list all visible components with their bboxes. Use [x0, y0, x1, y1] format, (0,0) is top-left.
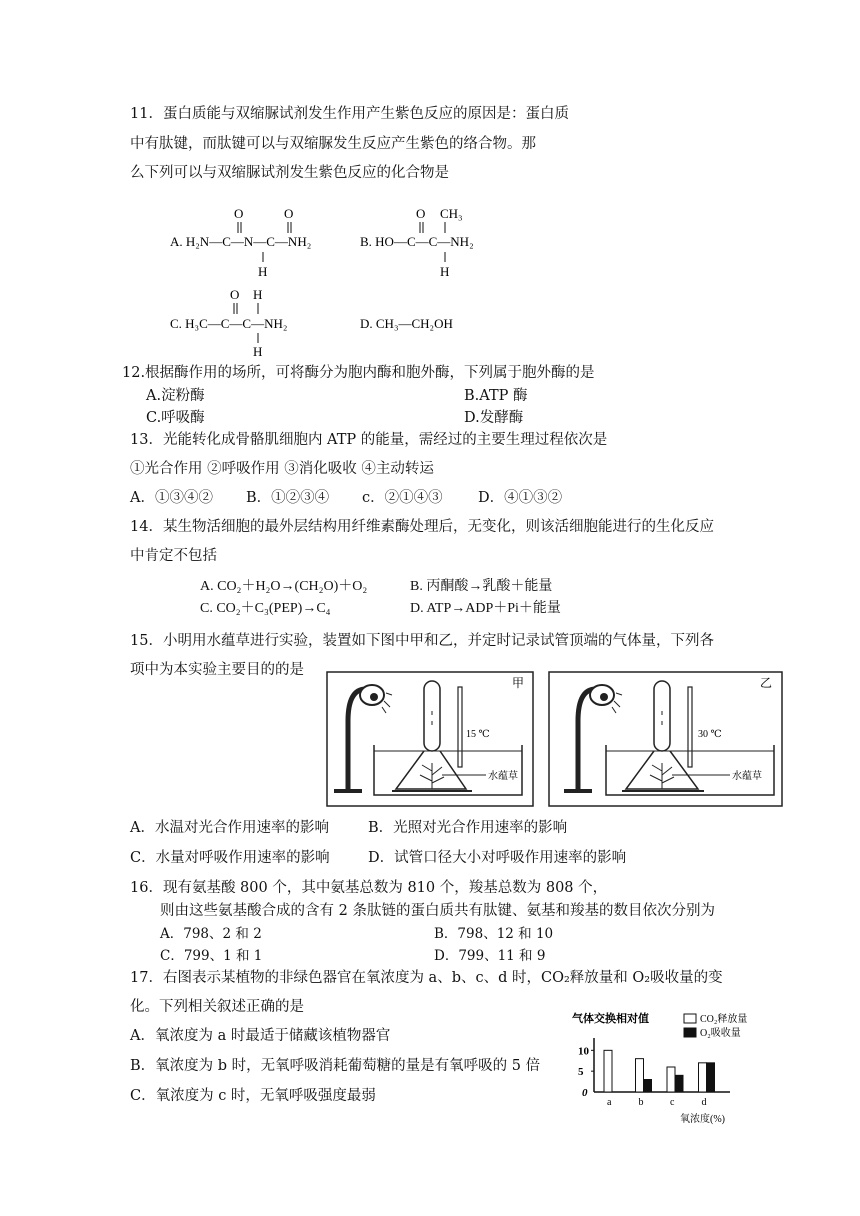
q15-option-a: A．水温对光合作用速率的影响: [130, 820, 329, 836]
q12-option-a: A.淀粉酶: [146, 388, 205, 404]
bar-o2-b: [644, 1080, 652, 1093]
q11-line3: 么下列可以与双缩脲试剂发生紫色反应的化合物是: [130, 165, 449, 181]
q15-panel1-tag: 甲: [512, 676, 525, 690]
q11-a-h: H: [258, 264, 268, 279]
q11-c-h1: H: [253, 287, 263, 302]
q15-panel1-plant-label: 水蕴草: [488, 771, 518, 782]
q15-panel2-tag: 乙: [760, 676, 773, 690]
q13-items: ①光合作用 ②呼吸作用 ③消化吸收 ④主动转运: [130, 461, 434, 477]
q16-option-a: A．798、2 和 2: [160, 926, 262, 942]
y-tick-label: 5: [578, 1066, 584, 1079]
q16-line1: 16．现有氨基酸 800 个，其中氨基总数为 810 个，羧基总数为 808 个，: [130, 880, 608, 896]
q11-opt-c: C. H₃C—C—C—NH₂: [170, 316, 288, 331]
q12-option-b: B.ATP 酶: [464, 388, 528, 404]
q11-c-h2: H: [253, 344, 263, 359]
q14-option-a: A. CO₂＋H₂O→(CH₂O)＋O₂: [200, 579, 368, 594]
q11-line2: 中有肽键，而肽键可以与双缩脲发生反应产生紫色的络合物。那: [130, 136, 536, 152]
q11-opt-b: B. HO—C—C—NH₂: [360, 234, 474, 249]
bar-o2-d: [707, 1063, 715, 1092]
legend-label-o2: O₂吸收量: [700, 1028, 741, 1039]
legend-swatch-o2: [684, 1028, 696, 1037]
q13-option-a: A．①③④②: [130, 490, 213, 506]
q15-line2: 项中为本实验主要目的的是: [130, 662, 304, 678]
q12-option-c: C.呼吸酶: [146, 410, 205, 426]
plant-icon: [420, 763, 444, 789]
x-tick-label: b: [638, 1097, 644, 1108]
y-tick-label: 0: [582, 1087, 588, 1099]
bar-co2-c: [667, 1067, 675, 1092]
q11-b-h: H: [440, 264, 450, 279]
legend-label-co2: CO₂释放量: [700, 1014, 748, 1025]
chart-xlabel: 氧浓度(%): [680, 1114, 725, 1125]
q14-option-b: B. 丙酮酸→乳酸＋能量: [410, 579, 553, 594]
x-tick-label: c: [670, 1097, 675, 1108]
q11-b-ch3: CH₃: [440, 206, 463, 221]
q13-option-c: c．②①④③: [362, 490, 443, 506]
q14-option-d: D. ATP→ADP＋Pi＋能量: [410, 601, 561, 616]
q15-apparatus-yi: [548, 671, 784, 807]
q16-option-c: C．799、1 和 1: [160, 948, 263, 964]
q11-line1: 11．蛋白质能与双缩脲试剂发生作用产生紫色反应的原因是：蛋白质: [130, 106, 569, 122]
q15-panel2-plant-label: 水蕴草: [732, 771, 762, 782]
q17-line2: 化。下列相关叙述正确的是: [130, 999, 304, 1015]
q16-option-d: D．799、11 和 9: [434, 948, 546, 964]
q15-option-c: C．水量对呼吸作用速率的影响: [130, 850, 330, 866]
bar-o2-c: [675, 1075, 683, 1092]
q12-stem: 12.根据酶作用的场所，可将酶分为胞内酶和胞外酶，下列属于胞外酶的是: [122, 365, 595, 381]
bar-co2-b: [636, 1059, 644, 1092]
q14-option-c: C. CO₂＋C₃(PEP)→C₄: [200, 601, 331, 616]
q14-line1: 14．某生物活细胞的最外层结构用纤维素酶处理后，无变化，则该活细胞能进行的生化反应: [130, 519, 714, 535]
q11-c-o: O: [230, 287, 240, 302]
q12-option-d: D.发酵酶: [464, 410, 524, 426]
q15-option-d: D．试管口径大小对呼吸作用速率的影响: [368, 850, 627, 866]
q11-opt-d: D. CH₃—CH₂OH: [360, 316, 453, 331]
gas-exchange-chart: [570, 1008, 770, 1126]
q11-opt-a: A. H₂N—C—N—C—NH₂: [170, 234, 312, 249]
q15-line1: 15．小明用水蕴草进行实验，装置如下图中甲和乙，并定时记录试管顶端的气体量，下列各: [130, 633, 714, 649]
q11-a-o2: O: [284, 206, 294, 221]
y-tick-label: 10: [578, 1045, 589, 1058]
legend-swatch-co2: [684, 1014, 696, 1023]
chart-ylabel: 气体交换相对值: [572, 1013, 649, 1025]
x-tick-label: a: [607, 1097, 612, 1108]
q17-option-b: B．氧浓度为 b 时，无氧呼吸消耗葡萄糖的量是有氧呼吸的 5 倍: [130, 1058, 541, 1074]
q17-option-a: A．氧浓度为 a 时最适于储藏该植物器官: [130, 1028, 391, 1044]
q15-apparatus-jia: [326, 671, 534, 807]
bar-co2-d: [699, 1063, 707, 1092]
q17-line1: 17．右图表示某植物的非绿色器官在氧浓度为 a、b、c、d 时，CO₂释放量和 O₂吸收量的变: [130, 970, 723, 986]
q11-structures: [160, 200, 520, 360]
bar-co2-a: [604, 1050, 612, 1092]
q11-a-o1: O: [234, 206, 244, 221]
lamp-icon: [334, 685, 392, 793]
q17-option-c: C．氧浓度为 c 时，无氧呼吸强度最弱: [130, 1088, 376, 1104]
q11-b-o: O: [416, 206, 426, 221]
lamp-icon: [564, 685, 622, 793]
q13-stem: 13．光能转化成骨骼肌细胞内 ATP 的能量，需经过的主要生理过程依次是: [130, 432, 608, 448]
plant-icon: [650, 763, 674, 789]
q16-option-b: B．798、12 和 10: [434, 926, 554, 942]
q13-option-d: D．④①③②: [478, 490, 563, 506]
q15-panel2-temp: 30 ℃: [698, 729, 722, 740]
q16-line2: 则由这些氨基酸合成的含有 2 条肽链的蛋白质共有肽键、氨基和羧基的数目依次分别为: [160, 903, 715, 919]
x-tick-label: d: [701, 1097, 707, 1108]
q15-option-b: B．光照对光合作用速率的影响: [368, 820, 568, 836]
q13-option-b: B．①②③④: [246, 490, 330, 506]
q15-panel1-temp: 15 ℃: [466, 729, 490, 740]
q14-line2: 中肯定不包括: [130, 548, 217, 564]
